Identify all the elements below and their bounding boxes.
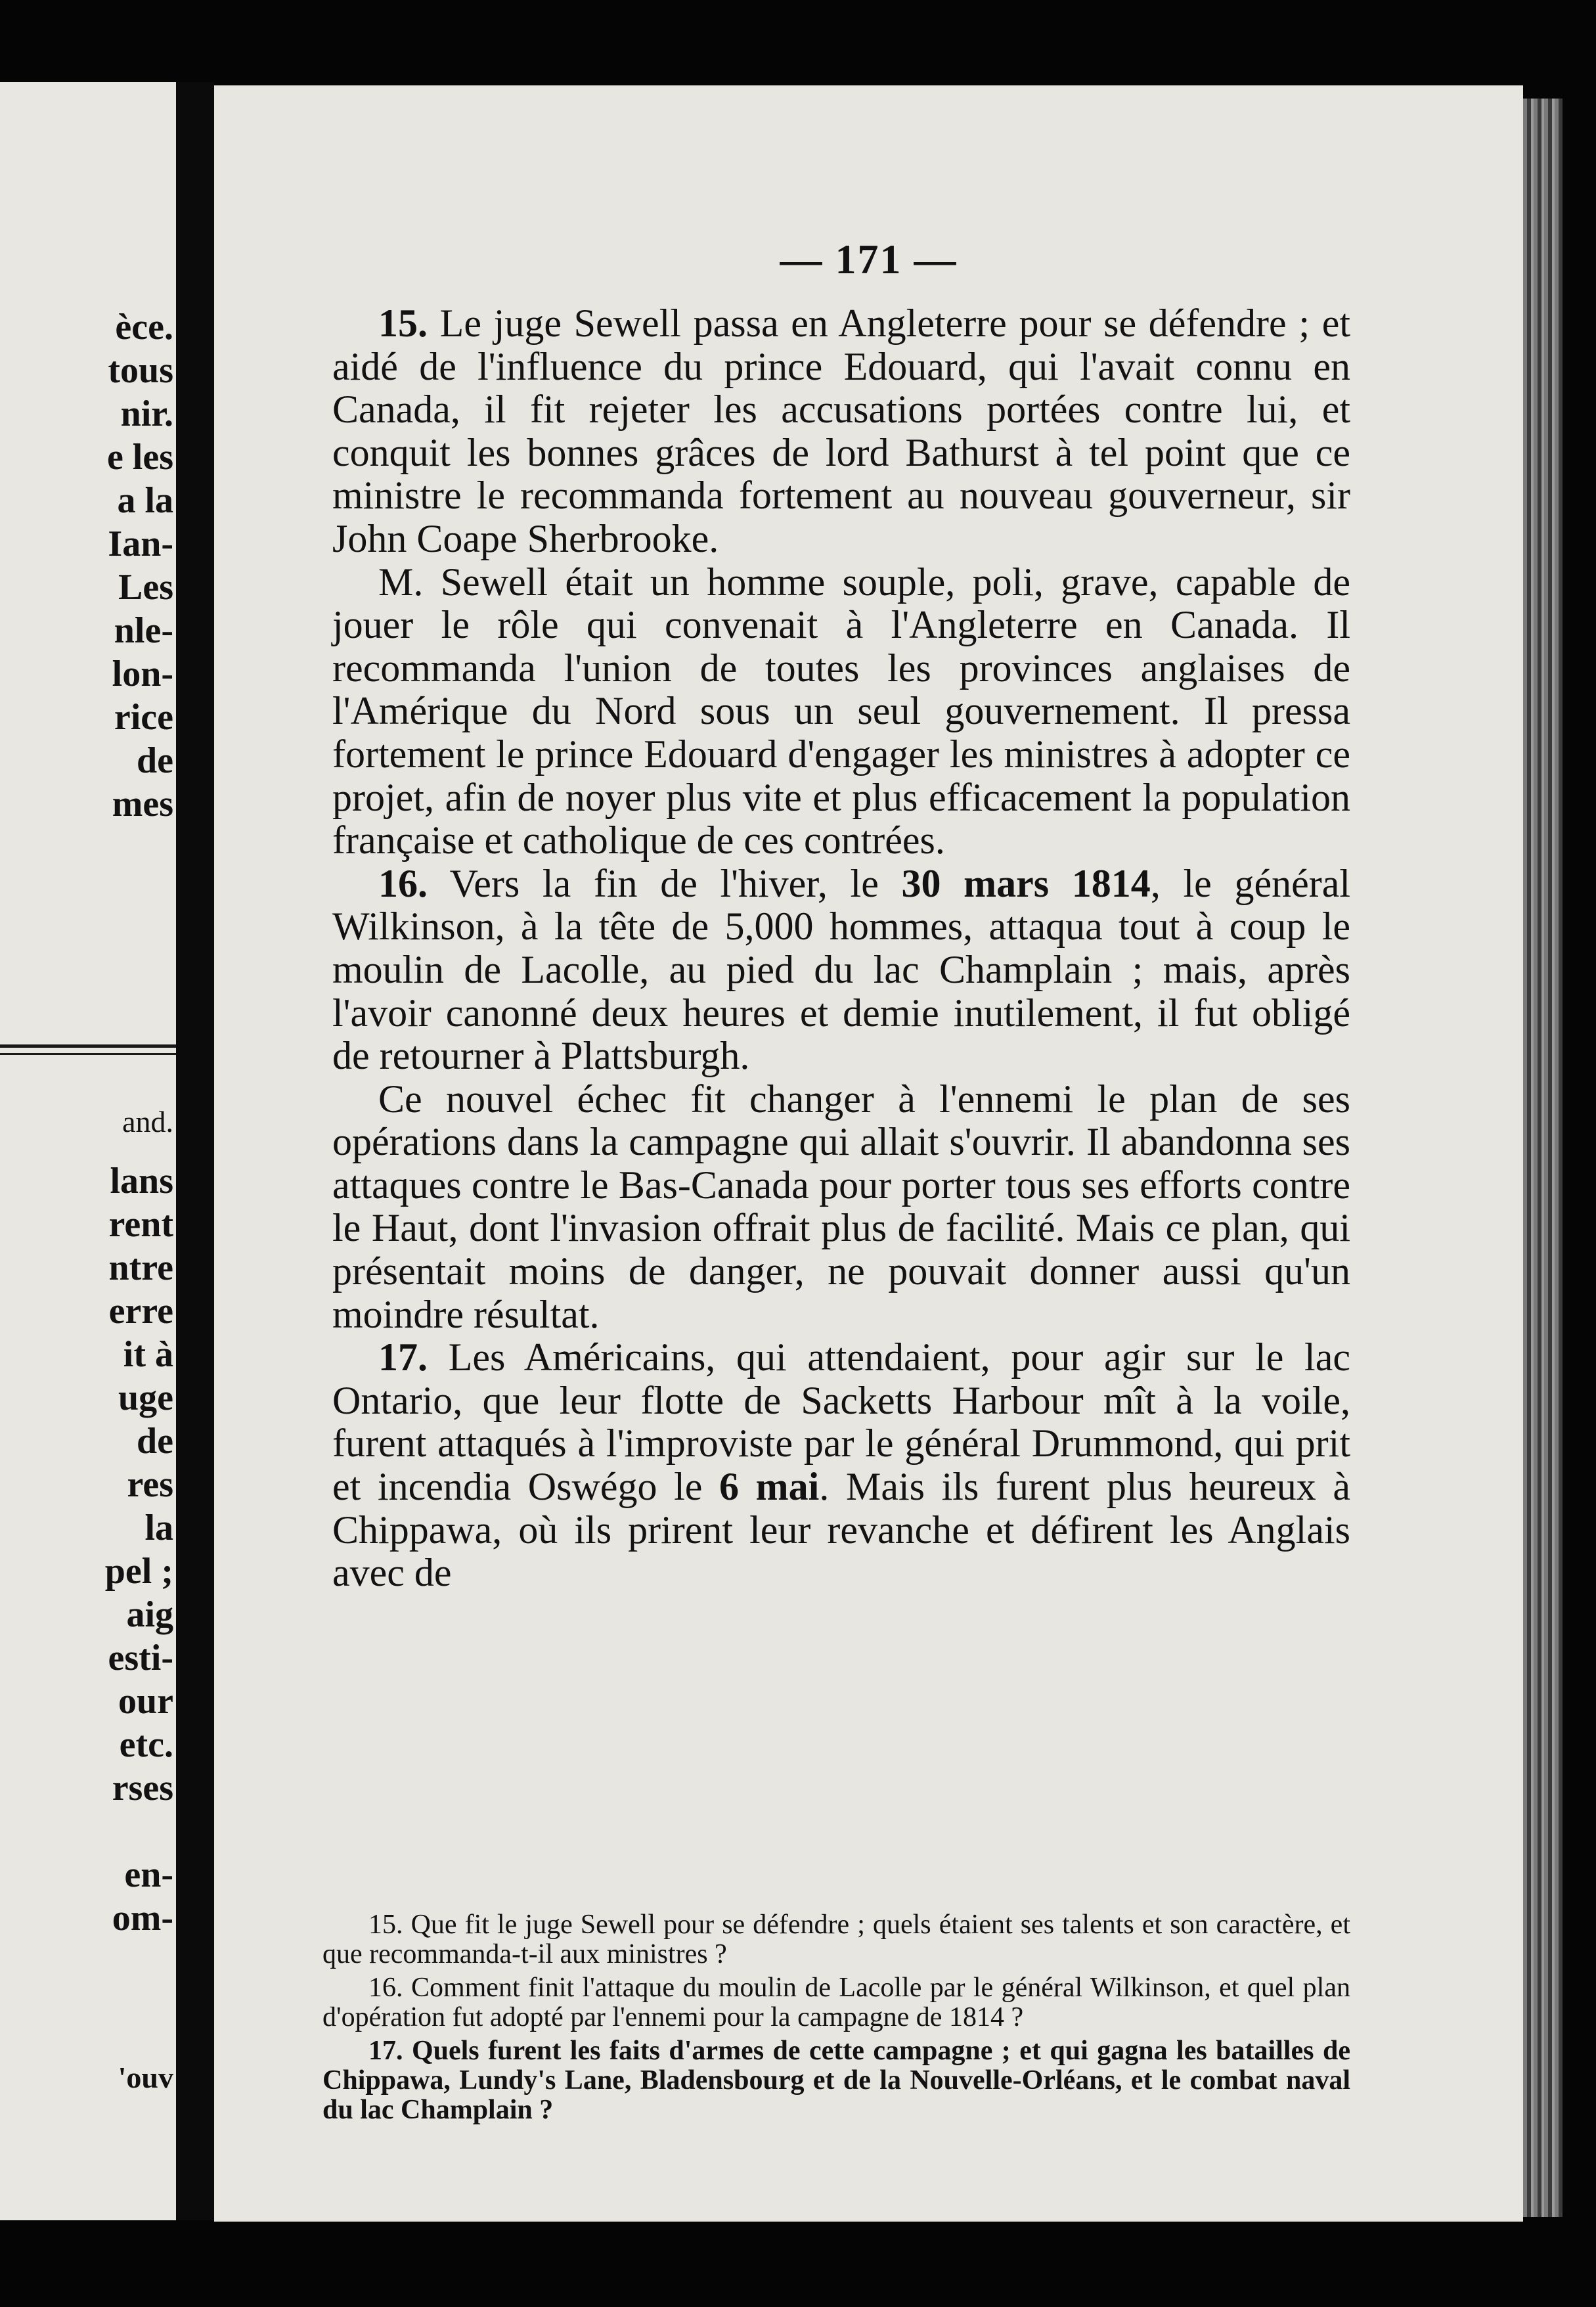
paragraph-text: , le général Wilkinson, à la tête de 5,000 hommes, attaqua tout à coup le moulin de Lacolle, au pied du lac Champlain ; mais, après l'avoir canonné deux heures et demie inutilement, il fut obligé de retourner à Plattsburgh. (332, 861, 1350, 1078)
footnotes (322, 1910, 1350, 2129)
paragraph-text: Le juge Sewell passa en Angleterre pour se défendre ; et aidé de l'influence du prince Edouard, qui l'avait connu en Canada, il fit rejeter les accusations portées contre lui, et conquit les bonnes grâces de lord Bathurst à tel point que ce ministre le recommanda fortement au nouveau gouverneur, sir John Coape Sherbrooke. (332, 302, 1350, 560)
left-page-text-top: èce. tous nir. e les a la Ian- Les nle- lon- rice de mes (106, 307, 173, 824)
paragraph-number: 15. (378, 302, 428, 345)
paragraph-number: 17. (378, 1335, 428, 1379)
book-page (214, 85, 1523, 2222)
paragraph-text: Ce nouvel échec fit changer à l'ennemi le plan de ses opérations dans la campagne qui allait s'ouvrir. Il abandonna ses attaques contre le Bas-Canada pour porter tous ses efforts contre le Haut, dont l'invasion offrait plus de facilité. Mais ce plan, qui présentait moins de danger, ne pouvait donner aussi qu'un moindre résultat. (332, 1077, 1350, 1336)
date-emphasis: 6 mai (719, 1465, 820, 1509)
body-text (332, 302, 1350, 1595)
page-edge (1523, 99, 1563, 2217)
paragraph-text: Vers la fin de l'hiver, le (428, 861, 902, 905)
page-number: — 171 — (780, 236, 958, 282)
footnote-15: 15. Que fit le juge Sewell pour se défendre ; quels étaient ses talents et son caractère, et que recommanda-t-il aux ministres ? (322, 1910, 1350, 1969)
left-page-fragment (0, 82, 176, 2220)
date-emphasis: 30 mars 1814 (901, 861, 1151, 905)
footnote-17: 17. Quels furent les faits d'armes de cette campagne ; et qui gagna les batailles de Chippawa, Lundy's Lane, Bladensbourg et de la Nouvelle-Orléans, et le combat naval du lac Champlain ? (322, 2036, 1350, 2125)
paragraph-17 (332, 1336, 1350, 1595)
paragraph-15 (332, 302, 1350, 561)
left-page-text-footnote: 'ouv (118, 2061, 173, 2094)
paragraph-echec (332, 1078, 1350, 1337)
left-page-rule (0, 1044, 176, 1048)
paragraph-text: . Mais ils furent plus heureux à Chippawa, où ils prirent leur revanche et défirent les Anglais avec de (332, 1465, 1350, 1595)
paragraph-16 (332, 862, 1350, 1078)
book-gutter (176, 82, 214, 2220)
paragraph-sewell (332, 561, 1350, 862)
left-page-rule-thin (0, 1053, 176, 1055)
paragraph-number: 16. (378, 861, 428, 905)
paragraph-text: M. Sewell était un homme souple, poli, grave, capable de jouer le rôle qui convenait à l'Angleterre en Canada. Il recommanda l'union de toutes les provinces anglaises de l'Amérique du Nord sous un seul gouvernement. Il pressa fortement le prince Edouard d'engager les ministres à adopter ce projet, afin de noyer plus vite et plus efficacement la population française et catholique de ces contrées. (332, 560, 1350, 862)
paragraph-text: Les Américains, qui attendaient, pour agir sur le lac Ontario, que leur flotte de Sacketts Harbour mît à la voile, furent attaqués à l'improviste par le général Drummond, qui prit et incendia Oswégo le (332, 1335, 1350, 1509)
left-page-text-mid: and. (122, 1105, 173, 1138)
left-page-text-bottom: lans rent ntre erre it à uge de res la pel ; aig esti- our etc. rses en- om- (104, 1161, 173, 1938)
footnote-16: 16. Comment finit l'attaque du moulin de Lacolle par le général Wilkinson, et quel plan d'opération fut adopté par l'ennemi pour la campagne de 1814 ? (322, 1973, 1350, 2032)
